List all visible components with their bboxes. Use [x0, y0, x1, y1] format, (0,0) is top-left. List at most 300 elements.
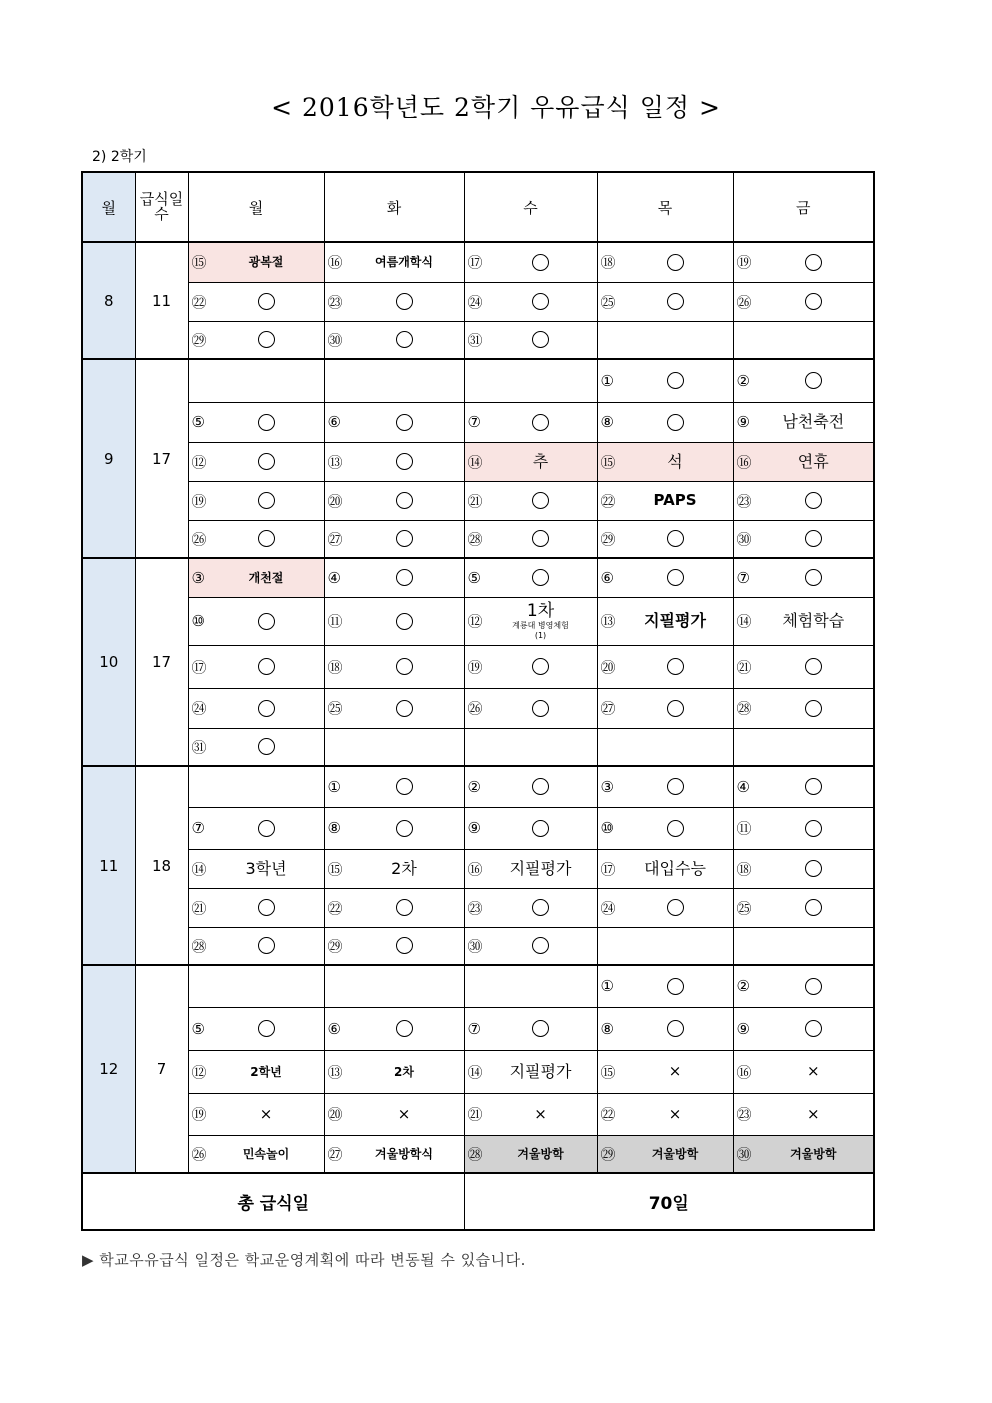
day-content [325, 613, 464, 630]
day-cell [324, 807, 464, 849]
meal-days-count: 18 [135, 766, 188, 965]
milk-served-circle-icon [258, 738, 275, 755]
section-subtitle: 2) 2학기 [92, 149, 147, 165]
day-cell [733, 807, 874, 849]
milk-served-circle-icon [396, 613, 413, 630]
event-sublabel: (1) [534, 630, 547, 640]
week-row [82, 728, 874, 766]
day-cell [324, 520, 464, 558]
event-label: 광복절 [248, 255, 284, 270]
day-content [734, 492, 874, 509]
day-content [465, 820, 597, 837]
week-row [82, 849, 874, 888]
day-cell [733, 282, 874, 321]
event-label: 체험학습 [782, 611, 845, 630]
event-label: 겨울방학 [790, 1146, 837, 1161]
day-content [189, 860, 324, 878]
day-content [734, 453, 874, 471]
day-number: ⑭ [467, 453, 483, 471]
event-label: 지필평가 [644, 611, 706, 630]
day-number: ㉖ [191, 1145, 207, 1164]
day-cell [324, 849, 464, 888]
milk-served-circle-icon [258, 492, 275, 509]
event-label: 겨울방학식 [375, 1146, 433, 1161]
day-cell [464, 927, 597, 965]
day-number: ㉖ [191, 530, 207, 549]
day-number: ⑱ [327, 658, 343, 676]
day-content [325, 899, 464, 916]
header-weekday: 월 [188, 172, 324, 242]
day-cell [597, 807, 733, 849]
day-content [325, 820, 464, 837]
day-content [734, 1145, 874, 1163]
milk-served-circle-icon [396, 1020, 413, 1037]
milk-served-circle-icon [396, 658, 413, 675]
event-label: 2차 [394, 1064, 414, 1079]
day-number: ⑮ [600, 453, 616, 471]
total-label: 총 급식일 [82, 1173, 464, 1230]
day-number: ⑧ [600, 1019, 614, 1038]
milk-served-circle-icon [396, 937, 413, 954]
day-cell [188, 282, 324, 321]
day-cell [733, 766, 874, 807]
day-cell [464, 558, 597, 597]
milk-served-circle-icon [805, 820, 822, 837]
header-weekday: 수 [464, 172, 597, 242]
day-content [465, 414, 597, 431]
day-cell [597, 965, 733, 1007]
day-number: ① [600, 371, 614, 390]
day-cell [324, 402, 464, 442]
milk-served-circle-icon [532, 658, 549, 675]
day-cell [464, 321, 597, 359]
milk-served-circle-icon [805, 778, 822, 795]
day-number: ⑭ [736, 612, 752, 631]
day-content [189, 738, 324, 755]
day-number: ㉘ [191, 937, 207, 956]
day-number: ⑦ [736, 568, 750, 587]
day-cell [597, 442, 733, 481]
day-number: ㉔ [191, 699, 207, 718]
day-content [465, 492, 597, 509]
event-label: 지필평가 [509, 858, 572, 878]
empty-cell [464, 965, 597, 1007]
day-cell [733, 359, 874, 402]
day-content [734, 254, 874, 271]
header-meal-days: 급식일수 [135, 172, 188, 242]
day-content [189, 293, 324, 310]
day-number: ㉙ [600, 1145, 616, 1164]
day-content [734, 820, 874, 837]
day-content [598, 612, 733, 630]
milk-served-circle-icon [667, 1020, 684, 1037]
day-number: ⑨ [736, 1019, 750, 1038]
day-cell [324, 1050, 464, 1093]
day-cell [324, 927, 464, 965]
milk-served-circle-icon [805, 293, 822, 310]
day-number: ㉒ [191, 293, 207, 311]
week-row [82, 282, 874, 321]
day-number: ⑨ [736, 413, 750, 431]
milk-served-circle-icon [667, 372, 684, 389]
day-cell [324, 442, 464, 481]
week-row [82, 402, 874, 442]
day-number: ㉘ [467, 530, 483, 549]
milk-served-circle-icon [667, 658, 684, 675]
day-content [465, 530, 597, 547]
day-cell [733, 402, 874, 442]
header-weekday: 금 [733, 172, 874, 242]
day-content [465, 254, 597, 271]
milk-served-circle-icon [805, 860, 822, 877]
milk-served-circle-icon [667, 978, 684, 995]
day-cell [188, 1007, 324, 1050]
milk-served-circle-icon [532, 492, 549, 509]
no-meal-mark: × [668, 1104, 682, 1123]
header-row [82, 172, 874, 242]
day-number: ㉚ [327, 331, 343, 350]
day-content [598, 569, 733, 586]
no-meal-mark: × [397, 1104, 411, 1123]
day-number: ㉑ [736, 658, 752, 676]
day-cell [464, 645, 597, 688]
milk-served-circle-icon [532, 778, 549, 795]
header-weekday: 화 [324, 172, 464, 242]
day-number: ① [600, 977, 614, 996]
day-number: ㉓ [736, 492, 752, 510]
day-content [325, 293, 464, 310]
day-content [465, 331, 597, 348]
milk-served-circle-icon [805, 978, 822, 995]
day-number: ⑯ [327, 253, 343, 272]
event-label: 추 [532, 451, 549, 471]
day-number: ㉚ [467, 937, 483, 956]
milk-served-circle-icon [805, 569, 822, 586]
day-cell [324, 645, 464, 688]
day-content [189, 1063, 324, 1081]
no-meal-mark: × [259, 1104, 273, 1123]
empty-cell [597, 927, 733, 965]
week-row [82, 520, 874, 558]
day-content [598, 453, 733, 471]
empty-cell [733, 728, 874, 766]
day-number: ㉑ [191, 899, 207, 917]
day-content [598, 700, 733, 717]
milk-served-circle-icon [805, 492, 822, 509]
day-content [465, 293, 597, 310]
milk-served-circle-icon [805, 899, 822, 916]
event-sublabel: 계룡대 병영체험 [512, 620, 569, 630]
day-cell [733, 1007, 874, 1050]
milk-served-circle-icon [396, 492, 413, 509]
milk-served-circle-icon [258, 414, 275, 431]
day-number: ⑮ [327, 860, 343, 878]
day-content [465, 569, 597, 586]
page-title: < 2016학년도 2학기 우유급식 일정 > [271, 93, 721, 122]
milk-served-circle-icon [396, 778, 413, 795]
milk-served-circle-icon [532, 293, 549, 310]
event-label: 대입수능 [644, 858, 706, 878]
day-number: ㉓ [327, 293, 343, 311]
day-cell [597, 849, 733, 888]
day-cell [188, 520, 324, 558]
day-content [189, 658, 324, 675]
week-row [82, 927, 874, 965]
day-cell [324, 558, 464, 597]
day-number: ㉙ [191, 331, 207, 350]
empty-cell [733, 927, 874, 965]
day-number: ⑭ [467, 1063, 483, 1081]
header-weekday: 목 [597, 172, 733, 242]
milk-served-circle-icon [258, 820, 275, 837]
empty-cell [464, 359, 597, 402]
day-number: ⑧ [600, 413, 614, 431]
day-content [598, 1106, 733, 1123]
day-content [189, 530, 324, 547]
day-content [189, 253, 324, 271]
day-cell [597, 688, 733, 728]
day-number: ㉑ [467, 492, 483, 510]
milk-served-circle-icon [532, 530, 549, 547]
day-cell [464, 888, 597, 927]
day-content [325, 1145, 464, 1163]
day-content [325, 1020, 464, 1037]
day-content [598, 492, 733, 509]
day-number: ⑪ [736, 819, 752, 838]
day-content [189, 414, 324, 431]
day-content [189, 820, 324, 837]
day-content [325, 253, 464, 271]
milk-served-circle-icon [396, 569, 413, 586]
day-cell [597, 1050, 733, 1093]
event-label: 민속놀이 [242, 1146, 290, 1161]
day-content [598, 860, 733, 878]
day-number: ㉓ [736, 1105, 752, 1124]
day-cell [324, 766, 464, 807]
day-cell [733, 1050, 874, 1093]
day-cell [464, 402, 597, 442]
day-cell [188, 1135, 324, 1173]
day-number: ⑳ [327, 492, 343, 510]
day-number: ⑲ [736, 253, 752, 272]
day-content [189, 492, 324, 509]
day-number: ㉒ [600, 1105, 616, 1124]
footnote: ▶ 학교우유급식 일정은 학교운영계획에 따라 변동될 수 있습니다. [82, 1251, 526, 1269]
milk-served-circle-icon [532, 254, 549, 271]
day-cell [464, 481, 597, 520]
no-meal-mark: × [806, 1062, 820, 1080]
day-cell [597, 481, 733, 520]
day-cell [188, 688, 324, 728]
day-content [325, 778, 464, 795]
day-content [465, 1106, 597, 1123]
event-label: 연휴 [797, 451, 829, 471]
week-row [82, 888, 874, 927]
day-number: ㉕ [327, 699, 343, 718]
day-number: ⑰ [600, 860, 616, 878]
milk-served-circle-icon [805, 254, 822, 271]
day-cell [733, 688, 874, 728]
day-number: ⑯ [736, 453, 752, 471]
week-row [82, 1050, 874, 1093]
day-cell [597, 888, 733, 927]
day-content [734, 530, 874, 547]
day-cell [597, 558, 733, 597]
day-number: ⑰ [467, 253, 483, 272]
empty-cell [188, 359, 324, 402]
day-content [465, 778, 597, 795]
empty-cell [324, 965, 464, 1007]
day-number: ㉚ [736, 1145, 752, 1164]
day-content [465, 860, 597, 878]
milk-served-circle-icon [805, 530, 822, 547]
day-number: ⑬ [600, 612, 616, 631]
day-cell [733, 888, 874, 927]
day-content [325, 937, 464, 954]
day-number: ㉛ [467, 331, 483, 350]
day-number: ⑲ [191, 492, 207, 510]
day-content [325, 569, 464, 586]
day-content [189, 700, 324, 717]
day-content [189, 569, 324, 587]
day-cell [188, 442, 324, 481]
day-number: ⑫ [191, 1063, 207, 1081]
event-label: 겨울방학 [651, 1146, 699, 1161]
milk-served-circle-icon [258, 530, 275, 547]
day-number: ⑭ [191, 860, 207, 878]
day-cell [597, 645, 733, 688]
milk-served-circle-icon [805, 1020, 822, 1037]
day-cell [324, 1135, 464, 1173]
day-number: ㉕ [736, 899, 752, 917]
day-cell [188, 1093, 324, 1135]
day-content [189, 453, 324, 470]
day-content [734, 413, 874, 431]
day-number: ㉔ [467, 293, 483, 311]
empty-cell [733, 321, 874, 359]
day-number: ⑯ [736, 1063, 752, 1081]
day-number: ⑫ [191, 453, 207, 471]
day-number: ㉚ [736, 530, 752, 549]
day-content [325, 453, 464, 470]
day-number: ④ [736, 777, 750, 796]
day-content [325, 331, 464, 348]
day-number: ⑱ [736, 860, 752, 878]
header-month: 월 [82, 172, 135, 242]
day-content [465, 658, 597, 675]
day-content [189, 1106, 324, 1123]
milk-served-circle-icon [532, 700, 549, 717]
day-number: ⑤ [191, 413, 205, 431]
day-cell [188, 558, 324, 597]
day-number: ⑥ [327, 1019, 341, 1038]
day-cell [324, 481, 464, 520]
milk-served-circle-icon [396, 899, 413, 916]
day-number: ㉘ [736, 699, 752, 718]
day-cell [733, 965, 874, 1007]
milk-served-circle-icon [532, 899, 549, 916]
milk-served-circle-icon [396, 414, 413, 431]
day-number: ⑪ [327, 612, 343, 631]
day-number: ② [467, 777, 481, 796]
day-content [465, 700, 597, 717]
day-cell [597, 402, 733, 442]
day-content [598, 778, 733, 795]
day-content [734, 899, 874, 916]
day-number: ⑦ [191, 819, 205, 837]
event-label: 석 [667, 451, 683, 471]
day-content [598, 1063, 733, 1080]
day-number: ⑦ [467, 413, 481, 431]
milk-served-circle-icon [667, 254, 684, 271]
day-number: ⑲ [467, 658, 483, 676]
month-label: 10 [82, 558, 135, 766]
day-cell [464, 597, 597, 645]
day-content [598, 1145, 733, 1163]
day-number: ⑧ [327, 819, 341, 837]
day-number: ⑱ [600, 253, 616, 272]
milk-served-circle-icon [667, 778, 684, 795]
day-number: ㉖ [736, 293, 752, 311]
day-number: ㉗ [600, 699, 616, 718]
day-cell [464, 766, 597, 807]
day-number: ② [736, 371, 750, 390]
event-label: 2학년 [250, 1064, 282, 1079]
day-number: ⑦ [467, 1019, 481, 1038]
day-cell [324, 321, 464, 359]
milk-served-circle-icon [667, 700, 684, 717]
day-number: ③ [600, 777, 614, 796]
milk-served-circle-icon [667, 414, 684, 431]
day-number: ⑨ [467, 819, 481, 837]
day-number: ㉓ [467, 899, 483, 917]
day-content [325, 1106, 464, 1123]
day-content [465, 602, 597, 641]
day-number: ⑳ [327, 1105, 343, 1124]
day-number: ⑮ [191, 253, 207, 272]
milk-served-circle-icon [258, 899, 275, 916]
day-cell [597, 1007, 733, 1050]
day-number: ⑥ [600, 568, 614, 587]
day-number: ⑮ [600, 1063, 616, 1081]
day-cell [464, 282, 597, 321]
day-cell [464, 1050, 597, 1093]
event-label: 2차 [391, 858, 417, 878]
day-cell [733, 520, 874, 558]
day-content [325, 492, 464, 509]
day-cell [188, 321, 324, 359]
milk-served-circle-icon [667, 569, 684, 586]
day-cell [464, 1135, 597, 1173]
no-meal-mark: × [806, 1104, 820, 1123]
day-content [465, 453, 597, 471]
day-cell [464, 520, 597, 558]
milk-served-circle-icon [396, 530, 413, 547]
day-cell [188, 597, 324, 645]
milk-served-circle-icon [258, 453, 275, 470]
day-cell [464, 1007, 597, 1050]
event-label: PAPS [653, 491, 697, 509]
day-cell [464, 1093, 597, 1135]
day-content [734, 978, 874, 995]
meal-days-count: 11 [135, 242, 188, 359]
day-cell [188, 849, 324, 888]
day-content [734, 612, 874, 630]
day-content [598, 372, 733, 389]
day-content [189, 899, 324, 916]
milk-served-circle-icon [667, 820, 684, 837]
day-number: ㉑ [467, 1105, 483, 1124]
